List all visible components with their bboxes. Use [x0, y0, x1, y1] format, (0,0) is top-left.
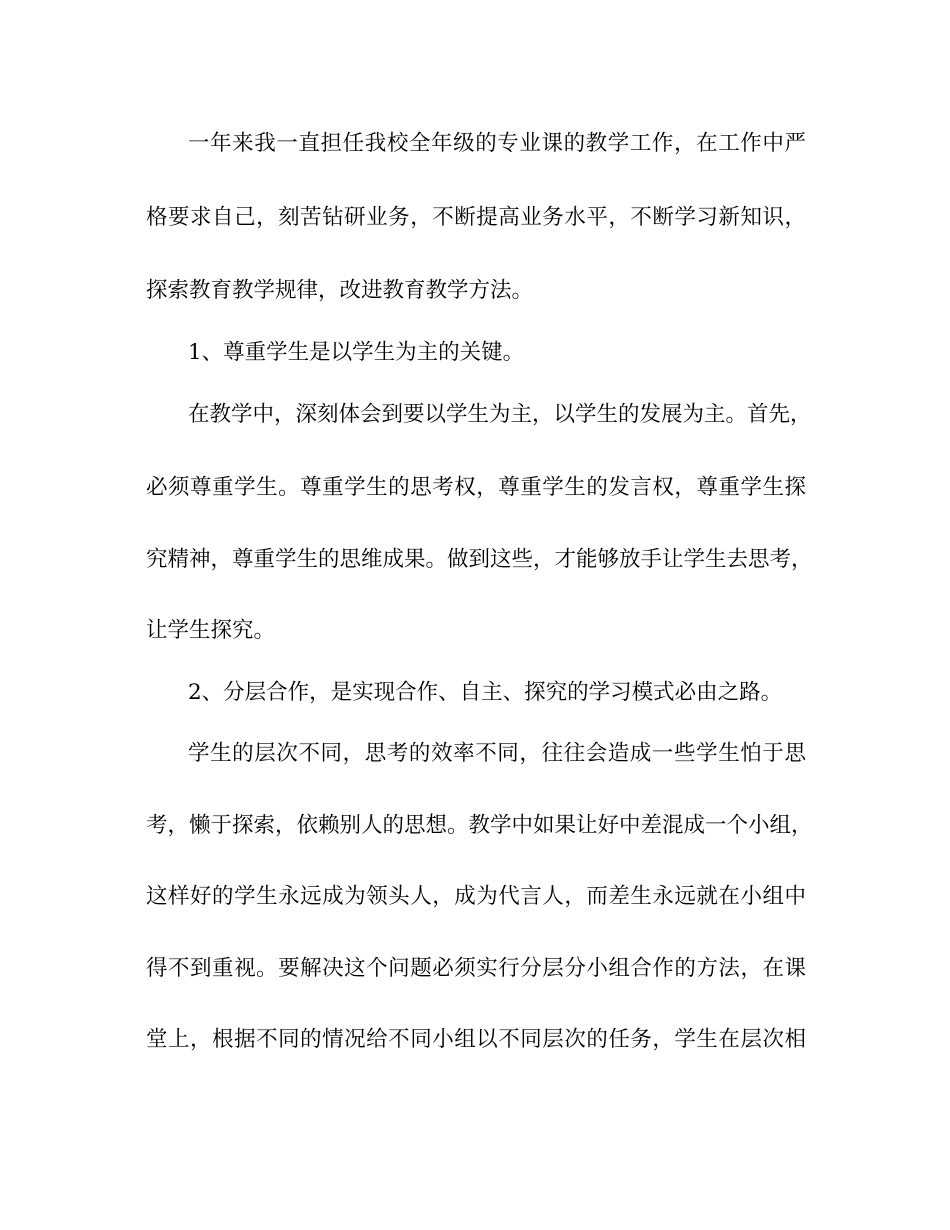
paragraph-3-line-3: 这样好的学生永远成为领头人，成为代言人，而差生永远就在小组中: [146, 884, 806, 909]
paragraph-1-line-3: 探索教育教学规律，改进教育教学方法。: [146, 278, 534, 303]
paragraph-3-line-5: 堂上，根据不同的情况给不同小组以不同层次的任务，学生在层次相: [146, 1027, 806, 1052]
paragraph-3-line-4: 得不到重视。要解决这个问题必须实行分层分小组合作的方法，在课: [146, 956, 806, 981]
paragraph-2-line-4: 让学生探究。: [146, 618, 276, 643]
paragraph-2-line-1: 在教学中，深刻体会到要以学生为主，以学生的发展为主。首先，: [188, 402, 812, 427]
paragraph-3-line-1: 学生的层次不同，思考的效率不同，往往会造成一些学生怕于思: [188, 741, 806, 766]
heading-1: 1、尊重学生是以学生为主的关键。: [188, 340, 525, 365]
paragraph-1-line-1: 一年来我一直担任我校全年级的专业课的教学工作，在工作中严: [188, 131, 806, 156]
heading-2: 2、分层合作，是实现合作、自主、探究的学习模式必由之路。: [188, 680, 783, 705]
paragraph-2-line-2: 必须尊重学生。尊重学生的思考权，尊重学生的发言权，尊重学生探: [146, 475, 806, 500]
paragraph-2-line-3: 究精神，尊重学生的思维成果。做到这些，才能够放手让学生去思考，: [146, 547, 813, 572]
paragraph-1-line-2: 格要求自己，刻苦钻研业务，不断提高业务水平，不断学习新知识，: [146, 205, 806, 230]
paragraph-3-line-2: 考，懒于探索，依赖别人的思想。教学中如果让好中差混成一个小组，: [146, 813, 813, 838]
